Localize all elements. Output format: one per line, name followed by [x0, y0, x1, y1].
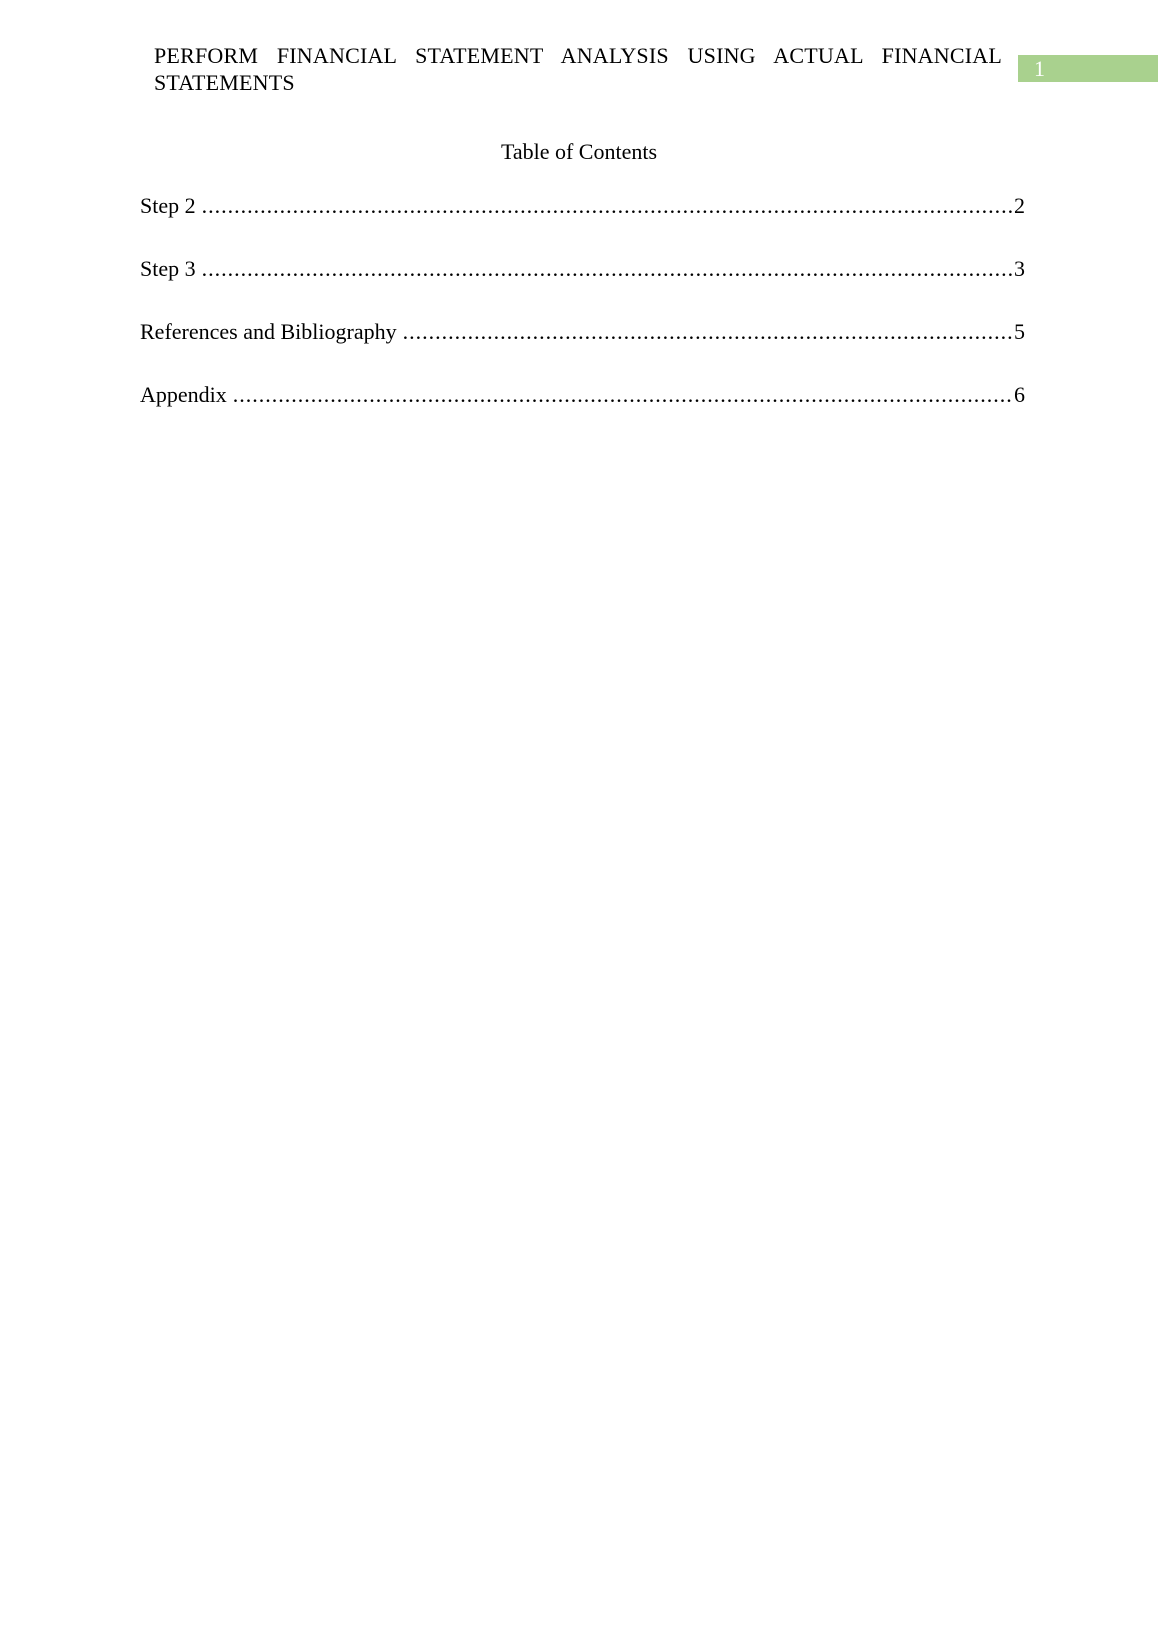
toc-dot-leader [227, 381, 1014, 409]
toc-entry-references[interactable] [140, 318, 1025, 346]
toc-entry-label: Step 2 [140, 193, 196, 218]
toc-entry-page: 3 [1014, 256, 1025, 281]
toc-dot-leader [196, 192, 1014, 220]
toc-entry-label: Appendix [140, 382, 227, 407]
toc-entry-page: 6 [1014, 382, 1025, 407]
toc-entry-step-3[interactable] [140, 255, 1025, 283]
toc-entry-appendix[interactable] [140, 381, 1025, 409]
toc-entry-label: References and Bibliography [140, 319, 397, 344]
toc-entry-page: 2 [1014, 193, 1025, 218]
toc-entry-label: Step 3 [140, 256, 196, 281]
toc-entry-page: 5 [1014, 319, 1025, 344]
running-head: PERFORM FINANCIAL STATEMENT ANALYSIS USING ACTUAL FINANCIAL STATEMENTS [154, 43, 1002, 95]
toc-title: Table of Contents [500, 139, 658, 164]
toc-list [140, 192, 1025, 444]
toc-entry-step-2[interactable] [140, 192, 1025, 220]
page-number-badge [1018, 55, 1158, 82]
page-number: 1 [1034, 56, 1045, 81]
toc-dot-leader [196, 255, 1014, 283]
toc-dot-leader [397, 318, 1014, 346]
